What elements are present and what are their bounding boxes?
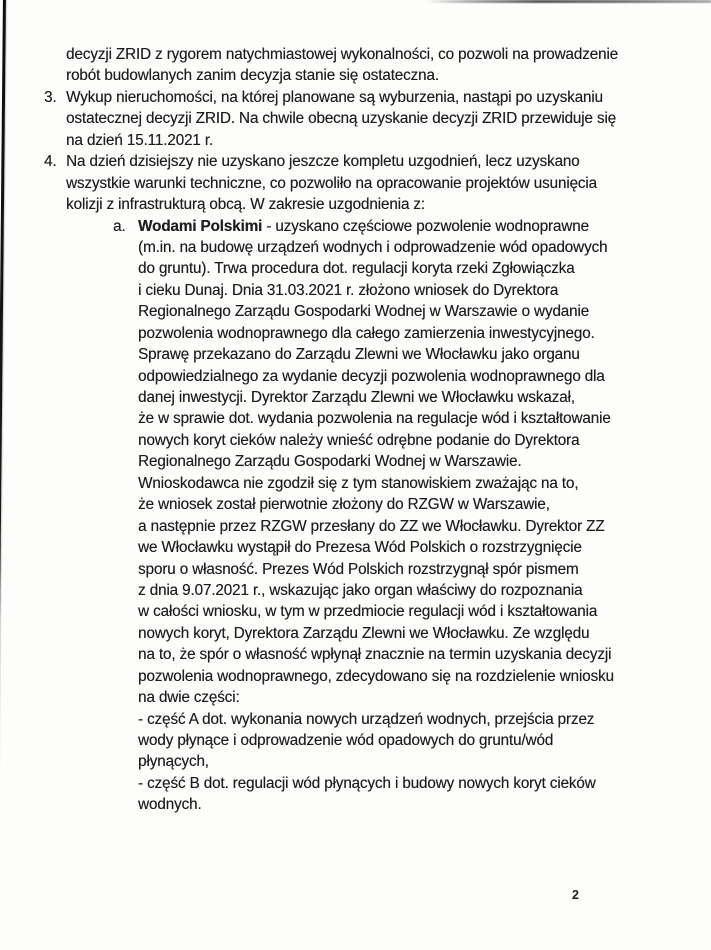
text-segment: na dzień 15.11.2021 r.	[66, 131, 213, 149]
text-line	[0, 794, 711, 815]
text-line	[0, 130, 711, 151]
text-segment: z dnia 9.07.2021 r., wskazując jako organ właściwy do rozpoznania	[138, 581, 583, 599]
text-line	[0, 173, 711, 194]
text-segment: w całości wniosku, w tym w przedmiocie regulacji wód i kształtowania	[138, 603, 598, 621]
text-line	[0, 387, 711, 408]
text-line	[0, 494, 711, 515]
text-segment: - uzyskano częściowe pozwolenie wodnoprawne	[262, 217, 589, 235]
text-segment: nowych koryt, Dyrektora Zarządu Zlewni we Włocławku. Ze względu	[138, 624, 590, 642]
text-line	[0, 194, 711, 215]
text-line	[0, 730, 711, 751]
text-segment: Sprawę przekazano do Zarządu Zlewni we Włocławku jako organu	[138, 346, 580, 364]
text-line	[0, 559, 711, 580]
text-line	[0, 44, 711, 65]
text-line	[0, 751, 711, 772]
text-line	[0, 366, 711, 387]
text-segment: Na dzień dzisiejszy nie uzyskano jeszcze kompletu uzgodnień, lecz uzyskano	[66, 153, 580, 171]
text-line	[0, 65, 711, 86]
bold-text-segment: Wodami Polskimi	[138, 217, 263, 235]
scan-edge-artifact-top	[425, 0, 711, 3]
text-line	[0, 623, 711, 644]
text-segment: we Włocławku wystąpił do Prezesa Wód Polskich o rozstrzygnięcie	[138, 539, 582, 557]
text-line	[0, 601, 711, 622]
text-line	[0, 301, 711, 322]
text-segment: wszystkie warunki techniczne, co pozwoliło na opracowanie projektów usunięcia	[66, 174, 597, 192]
document-lines	[0, 44, 711, 816]
text-segment: na to, że spór o własność wpłynął znacznie na termin uzyskania decyzji	[138, 646, 612, 664]
text-segment: wody płynące i odprowadzenie wód opadowych do gruntu/wód	[138, 732, 554, 749]
text-line	[0, 258, 711, 279]
text-segment: - część A dot. wykonania nowych urządzeń wodnych, przejścia przez	[138, 710, 595, 728]
text-segment: - część B dot. regulacji wód płynących i budowy nowych koryt cieków	[138, 774, 596, 792]
text-line	[0, 87, 711, 108]
text-line	[0, 473, 711, 494]
text-line	[0, 344, 711, 365]
text-line	[0, 709, 711, 730]
text-segment: pozwolenia wodnoprawnego dla całego zamierzenia inwestycyjnego.	[138, 324, 595, 342]
text-segment: że wniosek został pierwotnie złożony do RZGW w Warszawie,	[138, 496, 550, 514]
text-segment: odpowiedzialnego za wydanie decyzji pozwolenia wodnoprawnego dla	[138, 367, 605, 385]
text-segment: Regionalnego Zarządu Gospodarki Wodnej w Warszawie.	[138, 453, 522, 471]
text-line	[0, 216, 711, 237]
text-line	[0, 516, 711, 537]
text-segment: płynących,	[138, 753, 209, 771]
text-line	[0, 537, 711, 558]
text-line	[0, 280, 711, 301]
text-line	[0, 237, 711, 258]
text-segment: pozwolenia wodnoprawnego, zdecydowano się na rozdzielenie wniosku	[138, 667, 614, 685]
text-line	[0, 773, 711, 794]
text-line	[0, 451, 711, 472]
text-line	[0, 687, 711, 708]
list-marker: 4.	[44, 153, 57, 171]
text-segment: że w sprawie dot. wydania pozwolenia na regulacje wód i kształtowanie	[138, 410, 611, 428]
list-marker: 3.	[44, 88, 57, 106]
text-segment: decyzji ZRID z rygorem natychmiastowej wykonalności, co pozwoli na prowadzenie	[66, 46, 618, 63]
text-segment: do gruntu). Trwa procedura dot. regulacji koryta rzeki Zgłowiączka	[138, 260, 575, 278]
text-line	[0, 430, 711, 451]
text-segment: wodnych.	[138, 796, 202, 814]
text-line	[0, 580, 711, 601]
text-segment: robót budowlanych zanim decyzja stanie się ostateczna.	[66, 67, 439, 85]
text-segment: Regionalnego Zarządu Gospodarki Wodnej w Warszawie o wydanie	[138, 303, 589, 321]
text-segment: ostatecznej decyzji ZRID. Na chwile obecną uzyskanie decyzji ZRID przewiduje się	[66, 110, 616, 128]
text-segment: nowych koryt cieków należy wnieść odrębne podanie do Dyrektora	[138, 431, 580, 449]
text-segment: sporu o własność. Prezes Wód Polskich rozstrzygnął spór pismem	[138, 560, 579, 578]
text-line	[0, 408, 711, 429]
text-segment: a następnie przez RZGW przesłany do ZZ we Włocławku. Dyrektor ZZ	[138, 517, 605, 535]
text-line	[0, 151, 711, 172]
list-marker: a.	[113, 217, 126, 235]
text-segment: danej inwestycji. Dyrektor Zarządu Zlewni we Włocławku wskazał,	[138, 389, 575, 406]
text-segment: Wykup nieruchomości, na której planowane są wyburzenia, nastąpi po uzyskaniu	[66, 88, 603, 106]
text-segment: i cieku Dunaj. Dnia 31.03.2021 r. złożono wniosek do Dyrektora	[138, 281, 559, 299]
text-segment: kolizji z infrastrukturą obcą. W zakresie uzgodnienia z:	[66, 196, 425, 214]
page-number: 2	[572, 888, 579, 902]
text-line	[0, 644, 711, 665]
text-line	[0, 323, 711, 344]
text-line	[0, 666, 711, 687]
text-segment: na dwie części:	[138, 689, 240, 707]
text-segment: (m.in. na budowę urządzeń wodnych i odprowadzenie wód opadowych	[138, 238, 608, 256]
text-line	[0, 108, 711, 129]
text-segment: Wnioskodawca nie zgodził się z tym stanowiskiem zważając na to,	[138, 474, 579, 492]
